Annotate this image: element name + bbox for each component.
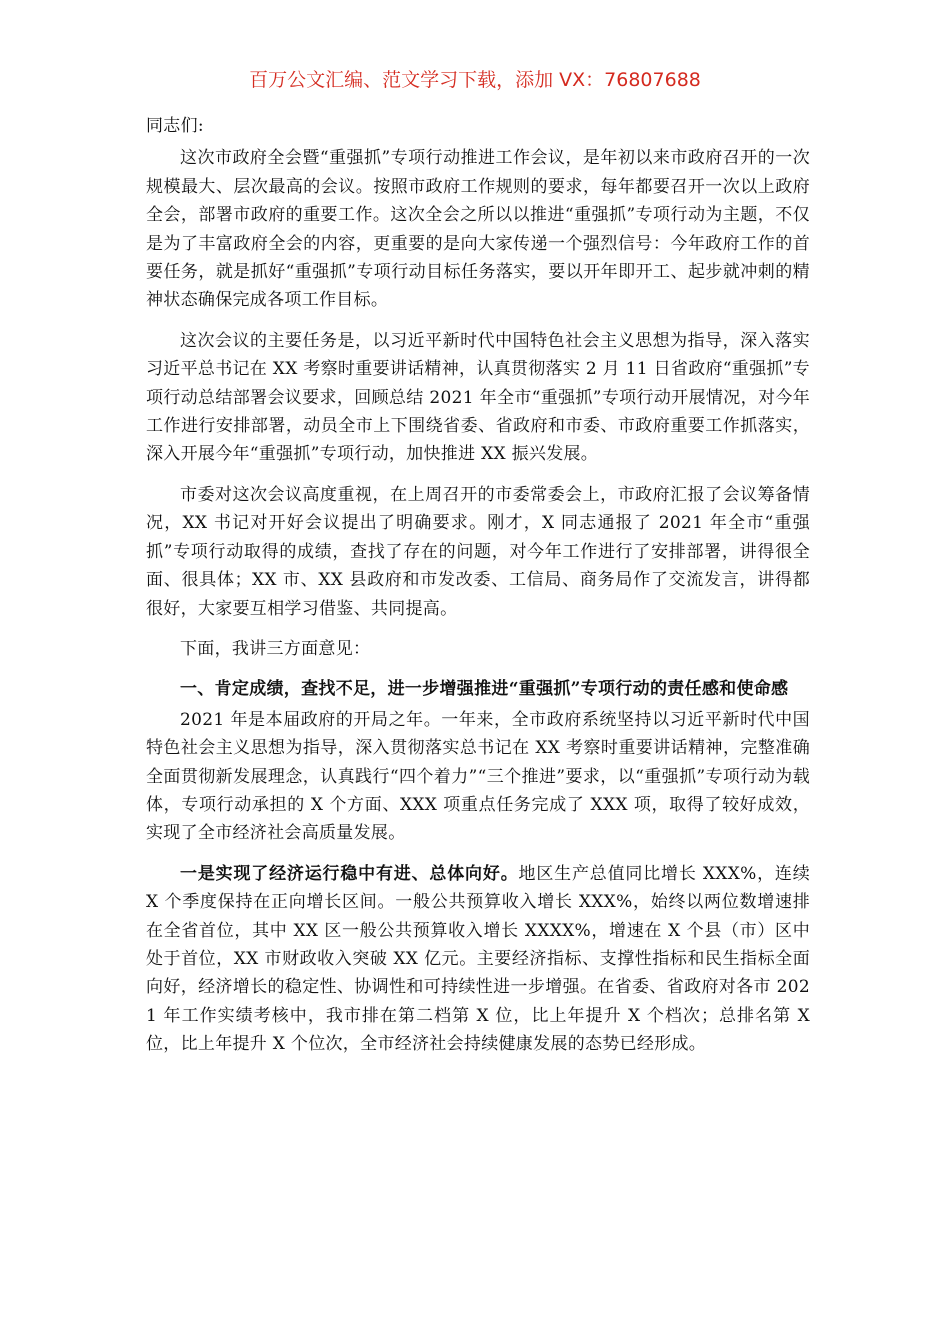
paragraph-lead-bold: 一是实现了经济运行稳中有进、总体向好。 [180,863,519,884]
paragraph-preparation: 市委对这次会议高度重视，在上周召开的市委常委会上，市政府汇报了会议筹备情况，XX 书记对开好会议提出了明确要求。刚才，X 同志通报了 2021 年全市“重强抓”专项行动取得的成绩，查找了存在的问题，对今年工作进行了安排部署，讲得很全面、很具体；XX 市、XX 县政府和市发改委、工信局、商务局作了交流发言，讲得都很好，大家要互相学习借鉴、共同提高。 [146,484,810,619]
promo-banner: 百万公文汇编、范文学习下载，添加 VX：76807688 [249,69,701,91]
paragraph-2021-review: 2021 年是本届政府的开局之年。一年来，全市政府系统坚持以习近平新时代中国特色社会主义思想为指导，深入贯彻落实总书记在 XX 考察时重要讲话精神，完整准确全面贯彻新发展理念，认真践行“四个着力”“三个推进”要求，以“重强抓”专项行动为载体，专项行动承担的 X 个方面、XXX 项重点任务完成了 XXX 项，取得了较好成效，实现了全市经济社会高质量发展。 [146,709,810,844]
paragraph-intro: 这次市政府全会暨“重强抓”专项行动推进工作会议，是年初以来市政府召开的一次规模最大、层次最高的会议。按照市政府工作规则的要求，每年都要召开一次以上政府全会，部署市政府的重要工作。这次全会之所以以推进“重强抓”专项行动为主题，不仅是为了丰富政府全会的内容，更重要的是向大家传递一个强烈信号：今年政府工作的首要任务，就是抓好“重强抓”专项行动目标任务落实，要以开年即开工、起步就冲刺的精神状态确保完成各项工作目标。 [146,148,810,311]
salutation: 同志们: [146,116,204,136]
paragraph-economy-text: 地区生产总值同比增长 XXX%，连续 X 个季度保持在正向增长区间。一般公共预算收入增长 XXX%，始终以两位数增速排在全省首位，其中 XX 区一般公共预算收入增长 XXXX%，增速在 X 个县（市）区中处于首位，XX 市财政收入突破 XX 亿元。主要经济指标、支撑性指标和民生指标全面向好，经济增长的稳定性、协调性和可持续性进一步增强。在省委、省政府对各市 2021 年工作实绩考核中，我市排在第二档第 X 位，比上年提升 X 个档次；总排名第 X 位，比上年提升 X 个位次，全市经济社会持续健康发展的态势已经形成。 [146,863,811,1055]
paragraph-main-task: 这次会议的主要任务是，以习近平新时代中国特色社会主义思想为指导，深入落实习近平总书记在 XX 考察时重要讲话精神，认真贯彻落实 2 月 11 日省政府“重强抓”专项行动总结部署会议要求，回顾总结 2021 年全市“重强抓”专项行动开展情况，对今年工作进行安排部署，动员全市上下围绕省委、省政府和市委、市政府重要工作抓落实，深入开展今年“重强抓”专项行动，加快推进 XX 振兴发展。 [146,330,810,465]
paragraph-outline: 下面，我讲三方面意见： [180,638,371,659]
speech-body [146,112,810,1071]
section-heading-1: 一、肯定成绩，查找不足，进一步增强推进“重强抓”专项行动的责任感和使命感 [180,679,789,700]
paragraph-economy [146,860,810,1059]
